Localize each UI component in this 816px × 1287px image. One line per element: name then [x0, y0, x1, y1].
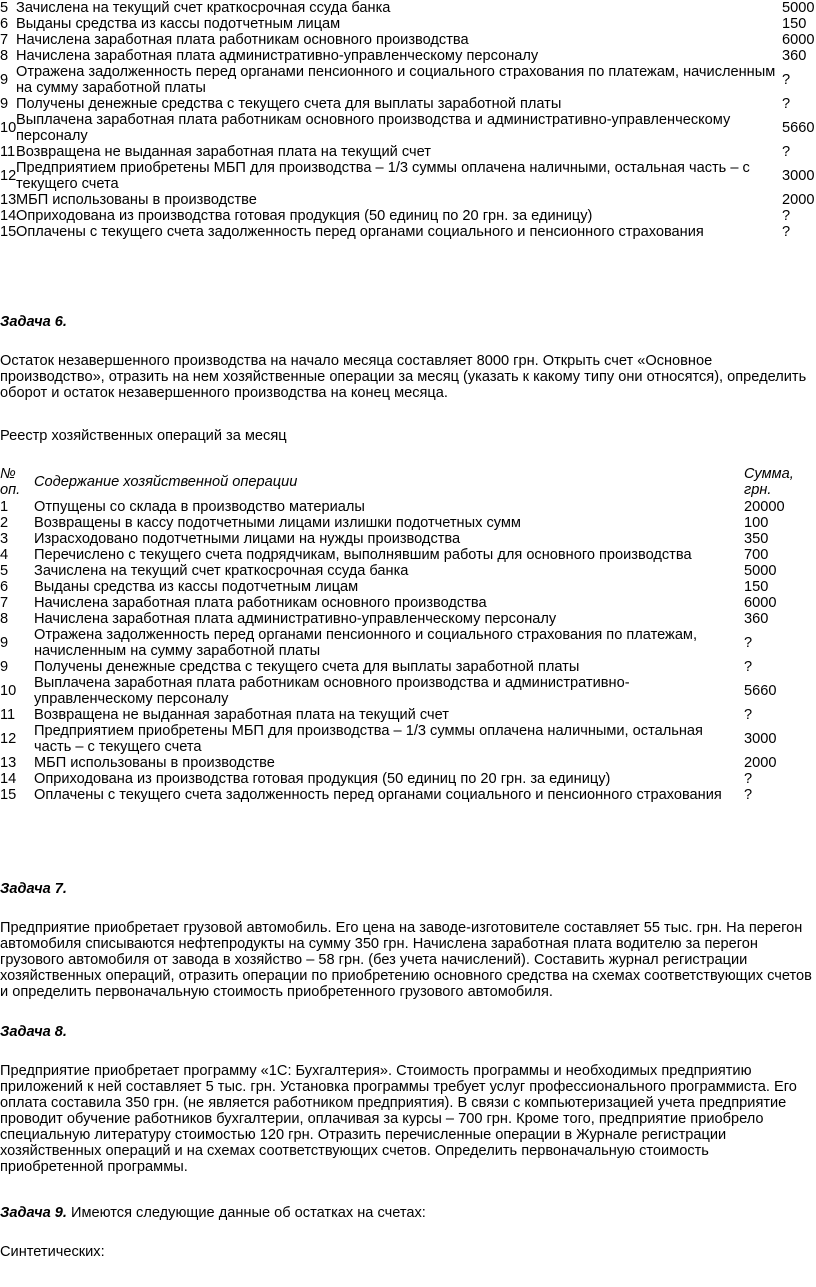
- row-sum: 2000: [782, 192, 815, 208]
- row-sum: 3000: [782, 168, 815, 184]
- row-sum: 150: [744, 579, 769, 595]
- row-content: Перечислено с текущего счета подрядчикам, выполнявшим работы для основного производства: [34, 547, 692, 563]
- table-header-row: [0, 465, 816, 499]
- row-content: Предприятием приобретены МБП для производства – 1/3 суммы оплачена наличными, остальная часть – с текущего счета: [16, 160, 750, 192]
- table-row: [0, 224, 816, 240]
- row-content: Оприходована из производства готовая продукция (50 единиц по 20 грн. за единицу): [34, 771, 611, 787]
- row-sum: 5660: [744, 683, 777, 699]
- row-number: 11: [0, 707, 16, 723]
- table-row: [0, 707, 816, 723]
- table-row: [0, 112, 816, 144]
- row-number: 14: [0, 208, 17, 224]
- task6-text: Остаток незавершенного производства на начало месяца составляет 8000 грн. Открыть счет «Основное производство», отразить на нем хозяйственные операции за месяц (указать к какому типу они относятся), определить оборот и остаток незавершенного производства на конец месяца.: [0, 353, 807, 401]
- row-content: Оплачены с текущего счета задолженность перед органами социального и пенсионного страхования: [16, 224, 704, 240]
- row-content: Выплачена заработная плата работникам основного производства и административно-управленческому персоналу: [34, 675, 630, 707]
- table-row: [0, 160, 816, 192]
- row-sum: ?: [782, 224, 791, 240]
- table-row: [0, 627, 816, 659]
- row-number: 8: [0, 611, 9, 627]
- table-row: [0, 675, 816, 707]
- row-number: 4: [0, 547, 9, 563]
- row-content: Начислена заработная плата работникам основного производства: [34, 595, 487, 611]
- task9-subtitle: Синтетических:: [0, 1244, 105, 1260]
- row-content: Начислена заработная плата административно-управленческому персоналу: [34, 611, 557, 627]
- row-sum: 100: [744, 515, 769, 531]
- row-sum: 3000: [744, 731, 777, 747]
- table-row: [0, 0, 816, 16]
- row-sum: ?: [744, 635, 753, 651]
- row-number: 9: [0, 72, 9, 88]
- row-number: 6: [0, 579, 9, 595]
- header-number: № оп.: [0, 466, 21, 498]
- row-number: 13: [0, 755, 17, 771]
- row-sum: 5000: [744, 563, 777, 579]
- row-content: Начислена заработная плата работникам основного производства: [16, 32, 469, 48]
- row-number: 10: [0, 120, 17, 136]
- row-content: Выданы средства из кассы подотчетным лицам: [34, 579, 359, 595]
- row-number: 14: [0, 771, 17, 787]
- table-row: [0, 771, 816, 787]
- row-number: 5: [0, 0, 9, 16]
- row-number: 3: [0, 531, 9, 547]
- table-row: [0, 579, 816, 595]
- table-row: [0, 723, 816, 755]
- table-row: [0, 208, 816, 224]
- row-content: Отпущены со склада в производство материалы: [34, 499, 365, 515]
- row-number: 1: [0, 499, 9, 515]
- row-number: 12: [0, 168, 17, 184]
- row-content: Отражена задолженность перед органами пенсионного и социального страхования по платежам, начисленным на сумму заработной платы: [16, 64, 776, 96]
- row-number: 10: [0, 683, 17, 699]
- row-content: Израсходовано подотчетными лицами на нужды производства: [34, 531, 461, 547]
- header-sum: Сумма, грн.: [744, 466, 794, 498]
- table-row: [0, 144, 816, 160]
- operations-registry-body: [0, 499, 816, 803]
- row-content: Отражена задолженность перед органами пенсионного и социального страхования по платежам, начисленным на сумму заработной платы: [34, 627, 698, 659]
- row-sum: ?: [744, 787, 753, 803]
- operations-table-top: [0, 0, 816, 240]
- table-row: [0, 787, 816, 803]
- row-content: Оплачены с текущего счета задолженность перед органами социального и пенсионного страхования: [34, 787, 722, 803]
- row-number: 15: [0, 224, 17, 240]
- table-row: [0, 563, 816, 579]
- row-content: Возвращена не выданная заработная плата на текущий счет: [34, 707, 449, 723]
- row-number: 13: [0, 192, 17, 208]
- table-row: [0, 48, 816, 64]
- operations-registry-table: [0, 465, 816, 803]
- row-content: Возвращены в кассу подотчетными лицами излишки подотчетных сумм: [34, 515, 521, 531]
- table-row: [0, 611, 816, 627]
- row-sum: 360: [744, 611, 769, 627]
- table-row: [0, 547, 816, 563]
- row-sum: 350: [744, 531, 769, 547]
- row-sum: ?: [744, 707, 753, 723]
- row-content: Возвращена не выданная заработная плата на текущий счет: [16, 144, 431, 160]
- row-sum: 360: [782, 48, 807, 64]
- task9-title: Задача 9.: [0, 1205, 67, 1221]
- row-number: 8: [0, 48, 9, 64]
- table-row: [0, 659, 816, 675]
- header-content: Содержание хозяйственной операции: [34, 474, 298, 490]
- row-number: 9: [0, 635, 9, 651]
- table-row: [0, 755, 816, 771]
- row-sum: ?: [744, 771, 753, 787]
- task8-title: Задача 8.: [0, 1024, 67, 1040]
- row-content: Получены денежные средства с текущего счета для выплаты заработной платы: [34, 659, 580, 675]
- row-number: 7: [0, 32, 9, 48]
- row-sum: ?: [782, 96, 791, 112]
- task7-title: Задача 7.: [0, 881, 67, 897]
- row-content: МБП использованы в производстве: [34, 755, 275, 771]
- row-sum: ?: [782, 208, 791, 224]
- table-row: [0, 531, 816, 547]
- row-content: Начислена заработная плата административно-управленческому персоналу: [16, 48, 539, 64]
- row-sum: 20000: [744, 499, 785, 515]
- row-number: 12: [0, 731, 17, 747]
- table-row: [0, 16, 816, 32]
- row-content: Зачислена на текущий счет краткосрочная ссуда банка: [34, 563, 409, 579]
- row-sum: 6000: [782, 32, 815, 48]
- row-content: Получены денежные средства с текущего счета для выплаты заработной платы: [16, 96, 562, 112]
- row-sum: 5660: [782, 120, 815, 136]
- row-content: Предприятием приобретены МБП для производства – 1/3 суммы оплачена наличными, остальная часть – с текущего счета: [34, 723, 703, 755]
- row-number: 6: [0, 16, 9, 32]
- task8-text: Предприятие приобретает программу «1С: Бухгалтерия». Стоимость программы и необходимых предприятию приложений к ней составляет 5 тыс. грн. Установка программы требует услуг профессионального программиста. Его оплата составила 350 грн. (не является работником предприятия). В связи с компьютеризацией учета предприятие проводит обучение работников бухгалтерии, оплачивая за курсы – 700 грн. Кроме того, предприятие приобрело специальную литературу стоимостью 120 грн. Отразить перечисленные операции в Журнале регистрации хозяйственных операций и на схемах соответствующих счетов. Определить первоначальную стоимость приобретенной программы.: [0, 1063, 797, 1175]
- table-row: [0, 515, 816, 531]
- row-content: Зачислена на текущий счет краткосрочная ссуда банка: [16, 0, 391, 16]
- row-sum: ?: [782, 144, 791, 160]
- task6-title: Задача 6.: [0, 314, 67, 330]
- row-content: МБП использованы в производстве: [16, 192, 257, 208]
- registry-title: Реестр хозяйственных операций за месяц: [0, 428, 287, 444]
- task7-text: Предприятие приобретает грузовой автомобиль. Его цена на заводе-изготовителе составляет 55 тыс. грн. На перегон автомобиля списываются нефтепродукты на сумму 350 грн. Начислена заработная плата водителю за перегон грузового автомобиля от завода в хозяйство – 58 грн. (без учета начислений). Составить журнал регистрации хозяйственных операций, отразить операции по приобретению основного средства на схемах соответствующих счетов и определить первоначальную стоимость приобретенного грузового автомобиля.: [0, 920, 812, 1000]
- row-number: 2: [0, 515, 9, 531]
- table-row: [0, 595, 816, 611]
- task9-text: Имеются следующие данные об остатках на счетах:: [66, 1205, 426, 1221]
- operations-table-top-body: [0, 0, 816, 240]
- row-number: 5: [0, 563, 9, 579]
- row-number: 7: [0, 595, 9, 611]
- row-sum: ?: [782, 72, 791, 88]
- row-sum: 5000: [782, 0, 815, 16]
- row-sum: 700: [744, 547, 769, 563]
- table-row: [0, 499, 816, 515]
- task9-line: [0, 1205, 426, 1221]
- table-row: [0, 64, 816, 96]
- row-content: Оприходована из производства готовая продукция (50 единиц по 20 грн. за единицу): [16, 208, 593, 224]
- row-content: Выданы средства из кассы подотчетным лицам: [16, 16, 341, 32]
- row-number: 15: [0, 787, 17, 803]
- table-row: [0, 96, 816, 112]
- row-sum: ?: [744, 659, 753, 675]
- row-number: 9: [0, 96, 9, 112]
- row-sum: 150: [782, 16, 807, 32]
- row-sum: 6000: [744, 595, 777, 611]
- row-content: Выплачена заработная плата работникам основного производства и административно-управленческому персоналу: [16, 112, 731, 144]
- table-row: [0, 192, 816, 208]
- row-sum: 2000: [744, 755, 777, 771]
- row-number: 11: [0, 144, 16, 160]
- table-row: [0, 32, 816, 48]
- row-number: 9: [0, 659, 9, 675]
